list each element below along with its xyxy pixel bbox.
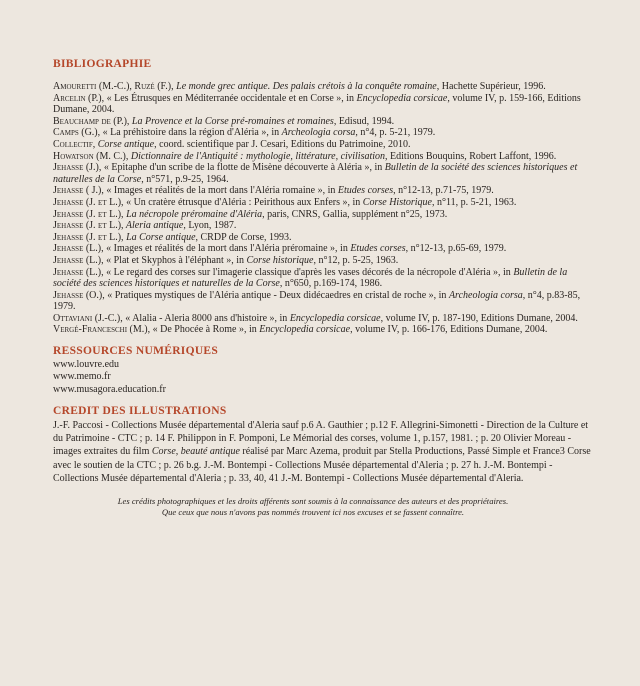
entry-text: « Pratiques mystiques de l'Aléria antique - Deux didécaedres en cristal de roche », in	[104, 289, 449, 301]
entry-text: « Les Étrusques en Méditerranée occidentale et en Corse », in	[104, 92, 357, 104]
entry-text: , Lyon, 1987.	[183, 220, 237, 232]
entry-publication: Archeologia corsa	[281, 127, 356, 139]
bibliography-entry	[53, 209, 593, 221]
entry-author: Jehasse (L.),	[53, 243, 104, 255]
bibliography-entry	[53, 162, 593, 185]
bibliography-entry	[53, 243, 593, 255]
resources-heading: RESSOURCES NUMÉRIQUES	[53, 345, 219, 358]
bibliography-entry	[53, 127, 593, 139]
entry-title: Le monde grec antique. Des palais crétois à la conquête romaine	[173, 81, 437, 92]
resource-link[interactable]: www.musagora.education.fr	[53, 383, 166, 395]
entry-details: , n°4, p. 5-21, 1979.	[355, 127, 436, 139]
entry-title: La Corse antique	[123, 231, 196, 243]
credits-text	[53, 419, 593, 485]
entry-text: « La préhistoire dans la région d'Aléria », in	[100, 127, 282, 139]
entry-details: , n°12-13, p.71-75, 1979.	[393, 185, 494, 197]
entry-author: Jehasse (J. et L.),	[53, 208, 124, 220]
entry-author: Ottaviani (J.-C.),	[53, 312, 123, 324]
entry-text: , Editions Bouquins, Robert Laffont, 1996.	[385, 150, 557, 162]
entry-details: , n°650, p.169-174, 1986.	[279, 278, 383, 290]
credits-part2: réalisé par Marc Azema, produit par Stella Productions, Passé Simple et France3 Corse avec le soutien de la CTC ; p. 26 b.g. J.-M. Bontempi - Collections Musée départemental d'Aleria ; p. 27 h. J.-M. Bontempi - Collections Musée départemental d'Aleria ; p. 33, 40, 41 J.-M. Bontempi - Collections Musée départemental d'Aleria.	[53, 446, 591, 484]
entry-author: Vergé-Franceschi (M.),	[53, 324, 151, 336]
entry-title: Dictionnaire de l'Antiquité : mythologie, littérature, civilisation	[128, 150, 386, 162]
entry-author: Howatson (M. C.),	[53, 150, 129, 162]
entry-text: « Images et réalités de la mort dans l'Aléria préromaine », in	[103, 243, 351, 255]
entry-publication: Encyclopedia corsicae	[356, 92, 448, 104]
entry-title: La Provence et la Corse pré-romaines et romaines	[129, 115, 334, 127]
bibliography-heading: BIBLIOGRAPHIE	[53, 58, 152, 70]
entry-author: Arcelin (P.),	[53, 92, 105, 104]
entry-details: , volume IV, p. 187-190, Editions Dumane, 2004.	[380, 312, 578, 324]
entry-text: « Un cratère étrusque d'Aléria : Peirithous aux Enfers », in	[123, 196, 363, 208]
resources-list	[53, 359, 593, 396]
entry-author: Jehasse (J. et L.),	[53, 231, 124, 243]
content	[53, 58, 593, 519]
entry-author: Beauchamp de (P.),	[53, 115, 130, 127]
entry-author: Amouretti (M.-C.), Ruzé (F.),	[53, 81, 174, 92]
note-line-2: Que ceux que nous n'avons pas nommés trouvent ici nos excuses et se fassent connaître.	[161, 507, 465, 518]
bibliography-entry	[53, 93, 593, 116]
bibliography-entry	[53, 255, 593, 267]
credits-note	[53, 496, 573, 519]
bibliography-entry	[53, 151, 593, 163]
entry-details: , n°571, p.9-25, 1964.	[141, 173, 229, 185]
entry-details: , n°12, p. 5-25, 1963.	[313, 254, 399, 266]
entry-author: Camps (G.),	[53, 127, 101, 139]
entry-author: Jehasse (J. et L.),	[53, 220, 124, 232]
bibliography-entry	[53, 267, 593, 290]
entry-title: Corse antique	[95, 138, 155, 150]
entry-author: Jehasse (L.),	[53, 266, 104, 278]
entry-title: La nécropole préromaine d'Aléria	[123, 208, 263, 220]
bibliography-entry	[53, 232, 593, 244]
resource-link[interactable]: www.memo.fr	[53, 371, 111, 383]
entry-publication: Archeologia corsa	[448, 289, 523, 301]
credits-film-title: Corse, beauté antique	[151, 446, 240, 458]
entry-details: , n°4, p.83-85, 1979.	[53, 289, 581, 313]
entry-text: « Images et réalités de la mort dans l'Aléria romaine », in	[103, 185, 338, 197]
entry-publication: Bulletin de la société des sciences historiques et naturelles de la Corse	[53, 266, 568, 290]
entry-author: Jehasse (J. et L.),	[53, 196, 124, 208]
bibliography-list	[53, 81, 593, 336]
entry-text: , Hachette Supérieur, 1996.	[436, 81, 546, 92]
bibliography-entry	[53, 197, 593, 209]
bibliography-entry	[53, 324, 593, 336]
note-line-1: Les crédits photographiques et les droits afférents sont soumis à la connaissance des auteurs et des propriétaires.	[117, 495, 509, 506]
entry-author: Collectif,	[53, 138, 96, 150]
entry-text: « De Phocée à Rome », in	[150, 324, 260, 336]
bibliography-entry	[53, 185, 593, 197]
entry-text: , paris, CNRS, Gallia, supplément n°25, 1973.	[262, 208, 448, 220]
bibliography-entry	[53, 290, 593, 313]
credits-part1: J.-F. Paccosi - Collections Musée départemental d'Aleria sauf p.6 A. Gauthier ; p.12 F. Allegrini-Simonetti - Direction de la Culture et du Patrimoine - CTC ; p. 14 F. Philippon in F. Pomponi, Le Mémorial des corses, volume 1, p.157, 1981. ; p. 20 Olivier Moreau - images extraites du film	[53, 419, 589, 458]
entry-publication: Etudes corses	[350, 243, 406, 255]
bibliography-entry	[53, 81, 593, 93]
bibliography-entry	[53, 116, 593, 128]
entry-text: « Le regard des corses sur l'imagerie classique d'après les vases décorés de la nécropole d'Aléria », in	[103, 266, 514, 278]
entry-details: , volume IV, p. 159-166, Editions Dumane, 2004.	[53, 92, 581, 116]
entry-publication: Bulletin de la société des sciences historiques et naturelles de la Corse	[53, 162, 578, 185]
entry-details: , n°12-13, p.65-69, 1979.	[405, 243, 507, 255]
entry-author: Jehasse (L.),	[53, 254, 104, 266]
entry-publication: Corse historique	[246, 254, 314, 266]
entry-author: Jehasse ( J.),	[53, 185, 104, 197]
bibliography-entry	[53, 139, 593, 151]
entry-text: , CRDP de Corse, 1993.	[195, 231, 292, 243]
entry-publication: Encyclopedia corsicae	[289, 312, 381, 324]
entry-text: « Epitaphe d'un scribe de la flotte de Misène découverte à Aléria », in	[101, 162, 385, 174]
bibliography-entry	[53, 220, 593, 232]
entry-author: Jehasse (J.),	[53, 162, 102, 174]
resource-link[interactable]: www.louvre.edu	[53, 359, 120, 371]
entry-publication: Encyclopedia corsicae	[259, 324, 351, 336]
entry-details: , n°11, p. 5-21, 1963.	[431, 196, 517, 208]
bibliography-entry	[53, 313, 593, 325]
entry-publication: Corse Historique	[362, 196, 432, 208]
entry-text: « Alalia - Aleria 8000 ans d'histoire », in	[122, 312, 290, 324]
entry-text: , coord. scientifique par J. Cesari, Editions du Patrimoine, 2010.	[154, 138, 411, 150]
entry-publication: Etudes corses	[337, 185, 394, 197]
entry-text: , Edisud, 1994.	[333, 115, 395, 127]
entry-text: « Plat et Skyphos à l'éléphant », in	[103, 254, 247, 266]
entry-title: Aleria antique	[123, 220, 184, 232]
entry-details: , volume IV, p. 166-176, Editions Dumane, 2004.	[350, 324, 548, 336]
entry-author: Jehasse (O.),	[53, 289, 105, 301]
credits-heading: CREDIT DES ILLUSTRATIONS	[53, 404, 227, 417]
